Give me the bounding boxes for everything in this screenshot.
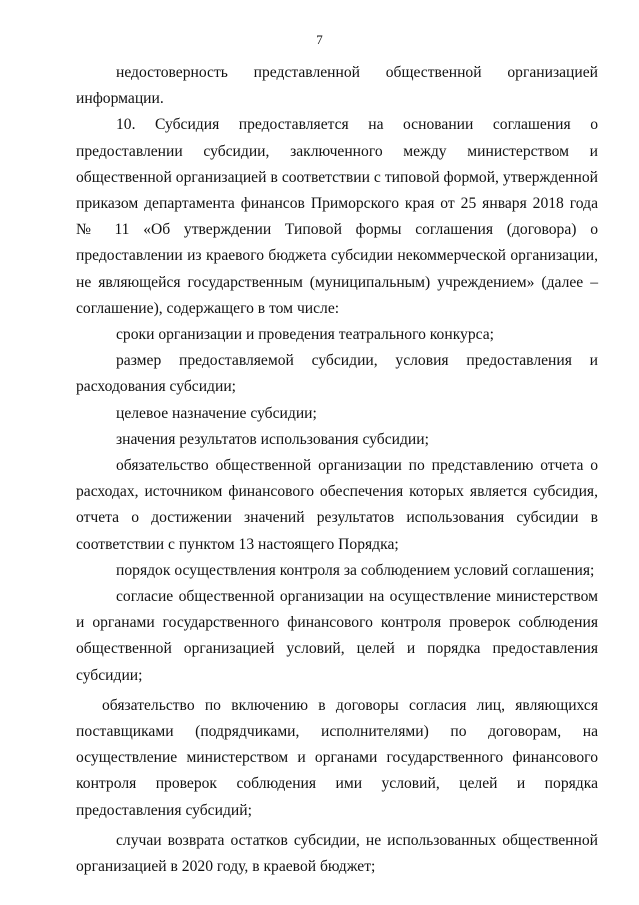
paragraph-item: целевое назначение субсидии; xyxy=(116,404,317,422)
paragraph-item: обязательство общественной организации по представлению отчета о расходах, источником финансового обеспечения которых является субсидия, отчета о достижении значений результатов использования субсидии в соответствии с пунктом 13 настоящего Порядка; xyxy=(76,457,598,553)
paragraph-continuation-end: информации. xyxy=(76,90,164,108)
page-number: 7 xyxy=(316,32,323,47)
paragraph-item: значения результатов использования субсидии; xyxy=(116,430,429,448)
paragraph-item: обязательство по включению в договоры согласия лиц, являющихся поставщиками (подрядчиками, исполнителями) по договорам, на осуществление министерством и органами государственного финансового контроля проверок соблюдения ими условий, целей и порядка предоставления субсидий; xyxy=(76,696,598,819)
document-body xyxy=(76,60,598,880)
paragraph-item: согласие общественной организации на осуществление министерством и органами государственного финансового контроля проверок соблюдения общественной организацией условий, целей и порядка предоставления субсидии; xyxy=(76,588,598,684)
paragraph-item: размер предоставляемой субсидии, условия предоставления и расходования субсидии; xyxy=(76,352,598,396)
paragraph-item: сроки организации и проведения театрального конкурса; xyxy=(116,326,495,344)
paragraph-clause-10: 10. Субсидия предоставляется на основании соглашения о предоставлении субсидии, заключенного между министерством и общественной организацией в соответствии с типовой формой, утвержденной приказом департамента финансов Приморского края от 25 января 2018 года № 11 «Об утверждении Типовой формы соглашения (договора) о предоставлении из краевого бюджета субсидии некоммерческой организации, не являющейся государственным (муниципальным) учреждением» (далее – соглашение), содержащего в том числе: xyxy=(76,116,598,317)
paragraph-item: случаи возврата остатков субсидии, не использованных общественной организацией в 2020 году, в краевой бюджет; xyxy=(76,831,598,876)
paragraph-item: порядок осуществления контроля за соблюдением условий соглашения; xyxy=(116,561,595,579)
paragraph-continuation: недостоверность представленной общественной организацией xyxy=(116,64,598,81)
